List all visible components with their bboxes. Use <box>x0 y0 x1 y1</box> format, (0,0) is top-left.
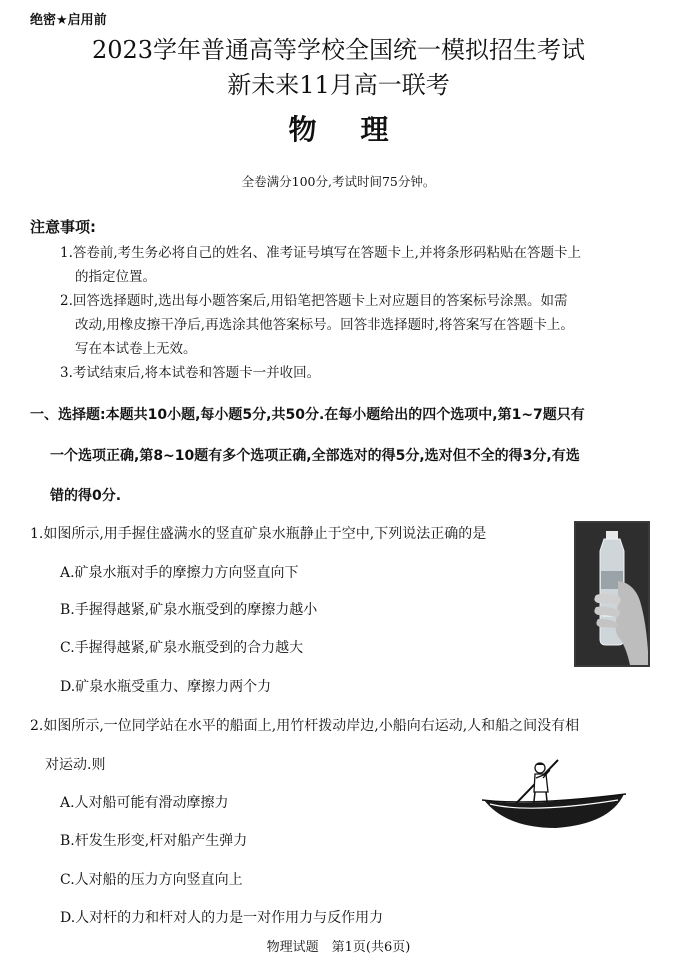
question-1-stem: 1.如图所示,用手握住盛满水的竖直矿泉水瓶静止于空中,下列说法正确的是 <box>30 526 487 542</box>
section1-instructions-line3: 错的得0分. <box>50 488 122 504</box>
exam-info: 全卷满分100分,考试时间75分钟。 <box>241 174 436 189</box>
section1-instructions-line1: 一、选择题:本题共10小题,每小题5分,共50分.在每小题给出的四个选项中,第1~7题只有 <box>30 407 585 423</box>
section1-instructions-line2: 一个选项正确,第8~10题有多个选项正确,全部选对的得5分,选对但不全的得3分,有选 <box>50 448 580 464</box>
question-2-option-a: A.人对船可能有滑动摩擦力 <box>60 795 229 811</box>
note-1-line2: 的指定位置。 <box>75 269 156 285</box>
question-2-stem-line2: 对运动.则 <box>45 757 106 773</box>
note-2-line3: 写在本试卷上无效。 <box>75 341 197 357</box>
page-footer: 物理试题 第1页(共6页) <box>266 940 411 955</box>
question-1-option-b: B.手握得越紧,矿泉水瓶受到的摩擦力越小 <box>60 602 318 618</box>
exam-title-line1: 2023学年普通高等学校全国统一模拟招生考试 <box>91 36 586 64</box>
note-3-line1: 3.考试结束后,将本试卷和答题卡一并收回。 <box>60 365 321 381</box>
notes-heading: 注意事项: <box>30 218 96 236</box>
note-2-line1: 2.回答选择题时,选出每小题答案后,用铅笔把答题卡上对应题目的答案标号涂黑。如需 <box>60 293 568 309</box>
question-1-option-a: A.矿泉水瓶对手的摩擦力方向竖直向下 <box>60 565 299 581</box>
question-2-option-b: B.杆发生形变,杆对船产生弹力 <box>60 833 248 849</box>
exam-title-line2: 新未来11月高一联考 <box>227 71 450 99</box>
boat-figure <box>480 754 628 834</box>
question-2-option-d: D.人对杆的力和杆对人的力是一对作用力与反作用力 <box>60 910 384 926</box>
question-1-option-d: D.矿泉水瓶受重力、摩擦力两个力 <box>60 679 272 695</box>
confidential-label: 绝密★启用前 <box>30 13 107 28</box>
question-2-stem-line1: 2.如图所示,一位同学站在水平的船面上,用竹杆拨动岸边,小船向右运动,人和船之间没有相 <box>30 718 580 734</box>
note-1-line1: 1.答卷前,考生务必将自己的姓名、准考证号填写在答题卡上,并将条形码粘贴在答题卡上 <box>60 245 581 261</box>
question-1-option-c: C.手握得越紧,矿泉水瓶受到的合力越大 <box>60 640 304 656</box>
subject-title: 物理 <box>288 113 433 146</box>
water-bottle-figure <box>574 521 650 667</box>
note-2-line2: 改动,用橡皮擦干净后,再选涂其他答案标号。回答非选择题时,将答案写在答题卡上。 <box>75 317 574 333</box>
question-2-option-c: C.人对船的压力方向竖直向上 <box>60 872 243 888</box>
